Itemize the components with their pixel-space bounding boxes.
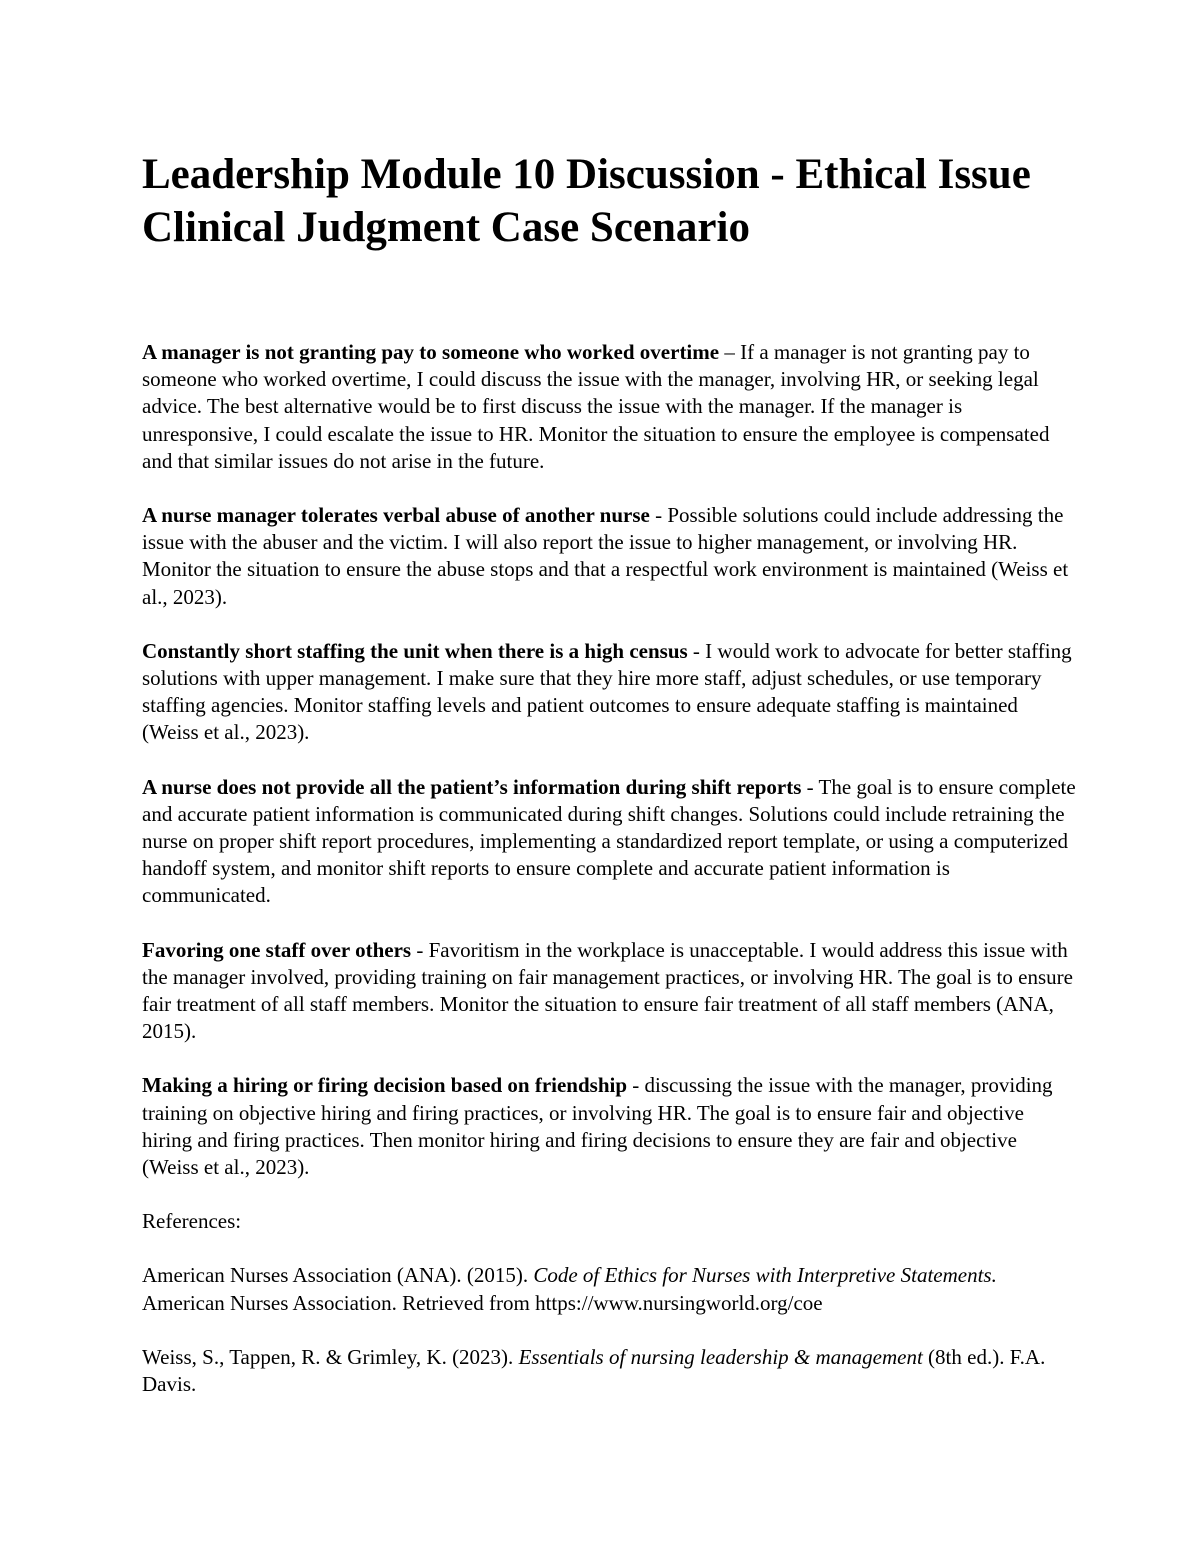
references-heading: References: <box>142 1209 242 1234</box>
section-overtime-pay <box>142 339 1077 475</box>
section-hiring-firing <box>142 1072 1077 1181</box>
section-favoritism <box>142 937 1077 1046</box>
document-page <box>142 148 1077 1425</box>
section-heading: Constantly short staffing the unit when there is a high census <box>142 638 688 663</box>
section-heading: A nurse does not provide all the patient’s information during shift reports <box>142 774 802 799</box>
section-verbal-abuse <box>142 502 1077 611</box>
section-separator: - <box>411 937 429 962</box>
reference-title: Code of Ethics for Nurses with Interpretive Statements. <box>533 1263 997 1288</box>
section-separator: - <box>801 774 819 799</box>
section-shift-reports <box>142 774 1077 910</box>
reference-title: Essentials of nursing leadership & management <box>518 1344 923 1369</box>
section-heading: Favoring one staff over others <box>142 937 412 962</box>
section-body: discussing the issue with the manager, providing training on objective hiring and firing practices, or involving HR. The goal is to ensure fair and objective hiring and firing practices. Then monitor hiring and firing decisions to ensure they are fair and objective (Weiss et al., 2023). <box>142 1073 1053 1180</box>
section-short-staffing <box>142 638 1077 747</box>
section-heading: A nurse manager tolerates verbal abuse of another nurse <box>142 503 650 528</box>
document-title: Leadership Module 10 Discussion - Ethical Issue Clinical Judgment Case Scenario <box>142 151 1031 251</box>
section-body: Favoritism in the workplace is unacceptable. I would address this issue with the manager involved, providing training on fair management practices, or involving HR. The goal is to ensure fair treatment of all staff members. Monitor the situation to ensure fair treatment of all staff members (ANA, 2015). <box>142 937 1073 1044</box>
section-heading: Making a hiring or firing decision based on friendship <box>142 1073 628 1098</box>
section-heading: A manager is not granting pay to someone who worked overtime <box>142 340 720 364</box>
reference-text: Weiss, S., Tappen, R. & Grimley, K. (2023). <box>142 1344 519 1369</box>
reference-text: (8th ed.). F.A. Davis. <box>142 1344 1046 1397</box>
section-body: I would work to advocate for better staffing solutions with upper management. I make sure that they hire more staff, adjust schedules, or use temporary staffing agencies. Monitor staffing levels and patient outcomes to ensure adequate staffing is maintained (Weiss et al., 2023). <box>142 638 1072 745</box>
section-body: Possible solutions could include addressing the issue with the abuser and the victim. I will also report the issue to higher management, or involving HR. Monitor the situation to ensure the abuse stops and that a respectful work environment is maintained (Weiss et al., 2023). <box>142 503 1069 609</box>
section-body: If a manager is not granting pay to someone who worked overtime, I could discuss the issue with the manager, involving HR, or seeking legal advice. The best alternative would be to first discuss the issue with the manager. If the manager is unresponsive, I could escalate the issue to HR. Monitor the situation to ensure the employee is compensated and that similar issues do not arise in the future. <box>142 340 1050 473</box>
reference-weiss <box>142 1344 1077 1398</box>
reference-text: American Nurses Association (ANA). (2015). <box>142 1263 534 1288</box>
section-separator: - <box>649 503 668 528</box>
reference-ana <box>142 1262 1077 1316</box>
reference-text: American Nurses Association. Retrieved from https://www.nursingworld.org/coe <box>142 1290 823 1315</box>
section-separator: - <box>627 1073 645 1098</box>
section-separator: - <box>687 638 706 663</box>
section-body: The goal is to ensure complete and accurate patient information is communicated during shift changes. Solutions could include retraining the nurse on proper shift report procedures, implementing a standardized report template, or using a computerized handoff system, and monitor shift reports to ensure complete and accurate patient information is communicated. <box>142 774 1076 908</box>
section-separator: – <box>719 340 741 364</box>
